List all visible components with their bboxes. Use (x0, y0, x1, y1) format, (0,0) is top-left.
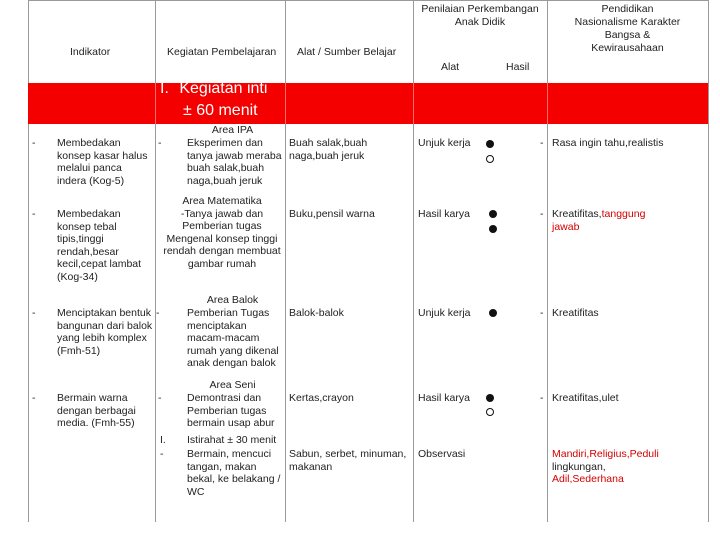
row4-alat: Hasil karya (418, 392, 470, 404)
header-hasil: Hasil (506, 61, 530, 73)
table-right-border (708, 0, 709, 522)
extra-number: I. (160, 434, 166, 446)
row2-alat: Hasil karya (418, 208, 470, 220)
header-alat-sumber: Alat / Sumber Belajar (297, 46, 397, 58)
row-bullet: - (158, 392, 162, 404)
row-bullet: - (540, 137, 544, 149)
row1-kegiatan: Eksperimen dan tanya jawab meraba buah salak,buah naga,buah jeruk (187, 137, 282, 187)
header-pendidikan-l3: Bangsa & (604, 29, 651, 41)
table-left-border (28, 0, 29, 522)
row4-sumber: Kertas,crayon (289, 392, 354, 404)
hasil-filled-dot (489, 225, 497, 233)
section-duration: ± 60 menit (183, 102, 258, 119)
extra-istirahat: Istirahat ± 30 menit (187, 434, 277, 446)
row1-area: Area IPA (211, 124, 254, 136)
row2-kegiatan: Area Matematika -Tanya jawab dan Pemberian tugas Mengenal konsep tinggi rendah dengan membuat gambar rumah (163, 195, 281, 270)
column-divider (155, 0, 156, 522)
row1-karakter: Rasa ingin tahu,realistis (552, 137, 664, 149)
row2-indikator: Membedakan konsep tebal tipis,tinggi rendah,besar kecil,cepat lambat (Kog-34) (57, 208, 142, 283)
row1-indikator: Membedakan konsep kasar halus melalui panca indera (Kog-5) (57, 137, 148, 187)
band-divider (155, 83, 156, 124)
row4-area: Area Seni (209, 379, 256, 391)
row-bullet: - (540, 392, 544, 404)
header-alat: Alat (441, 61, 460, 73)
row3-indikator: Menciptakan bentuk bangunan dari balok yang lebih komplex (Fmh-51) (57, 307, 153, 357)
header-pendidikan-l2: Nasionalisme Karakter (574, 16, 681, 28)
column-divider (547, 0, 548, 522)
row1-sumber: Buah salak,buah naga,buah jeruk (289, 137, 368, 162)
hasil-filled-dot (486, 140, 494, 148)
row-bullet: - (32, 307, 36, 319)
hasil-filled-dot (489, 210, 497, 218)
header-indikator: Indikator (70, 46, 111, 58)
hasil-empty-dot (486, 408, 494, 416)
row-bullet: - (32, 208, 36, 220)
row-bullet: - (156, 307, 160, 319)
section-title (160, 78, 267, 99)
row3-sumber: Balok-balok (289, 307, 344, 319)
extra-alat: Observasi (418, 448, 466, 460)
row3-alat: Unjuk kerja (418, 307, 471, 319)
row2-sumber: Buku,pensil warna (289, 208, 375, 220)
column-divider (285, 0, 286, 522)
column-divider (413, 0, 414, 522)
header-pendidikan-l1: Pendidikan (601, 3, 654, 15)
row3-kegiatan: Pemberian Tugas menciptakan macam-macam rumah yang dikenal anak dengan balok (187, 307, 279, 369)
band-divider (413, 83, 414, 124)
section-number: I. (160, 80, 169, 97)
section-title-line1: Kegiatan inti (179, 80, 268, 97)
row2-karakter: Kreatifitas,tanggung jawab (552, 208, 646, 233)
row4-kegiatan: Demontrasi dan Pemberian tugas bermain usap abur (187, 392, 275, 429)
section-band (28, 83, 708, 124)
header-penilaian-l2: Anak Didik (454, 16, 506, 28)
table-top-border (28, 0, 708, 1)
row-bullet: - (158, 137, 162, 149)
row-bullet: - (32, 392, 36, 404)
row-bullet: - (540, 307, 544, 319)
hasil-empty-dot (486, 155, 494, 163)
row-bullet: - (540, 208, 544, 220)
band-divider (547, 83, 548, 124)
hasil-filled-dot (486, 394, 494, 402)
extra-sumber: Sabun, serbet, minuman, makanan (289, 448, 407, 473)
band-divider (285, 83, 286, 124)
row3-area: Area Balok (206, 294, 259, 306)
row1-alat: Unjuk kerja (418, 137, 471, 149)
row-bullet: - (32, 137, 36, 149)
header-penilaian-l1: Penilaian Perkembangan (421, 3, 539, 15)
header-pendidikan-l4: Kewirausahaan (591, 42, 664, 54)
row4-karakter: Kreatifitas,ulet (552, 392, 619, 404)
row3-karakter: Kreatifitas (552, 307, 599, 319)
row-bullet: - (160, 448, 164, 460)
row4-indikator: Bermain warna dengan berbagai media. (Fmh-55) (57, 392, 136, 429)
header-kegiatan: Kegiatan Pembelajaran (167, 46, 277, 58)
extra-kegiatan: Bermain, mencuci tangan, makan bekal, ke belakang / WC (187, 448, 281, 498)
extra-karakter: Mandiri,Religius,Peduli lingkungan, Adil,Sederhana (552, 448, 659, 485)
hasil-filled-dot (489, 309, 497, 317)
